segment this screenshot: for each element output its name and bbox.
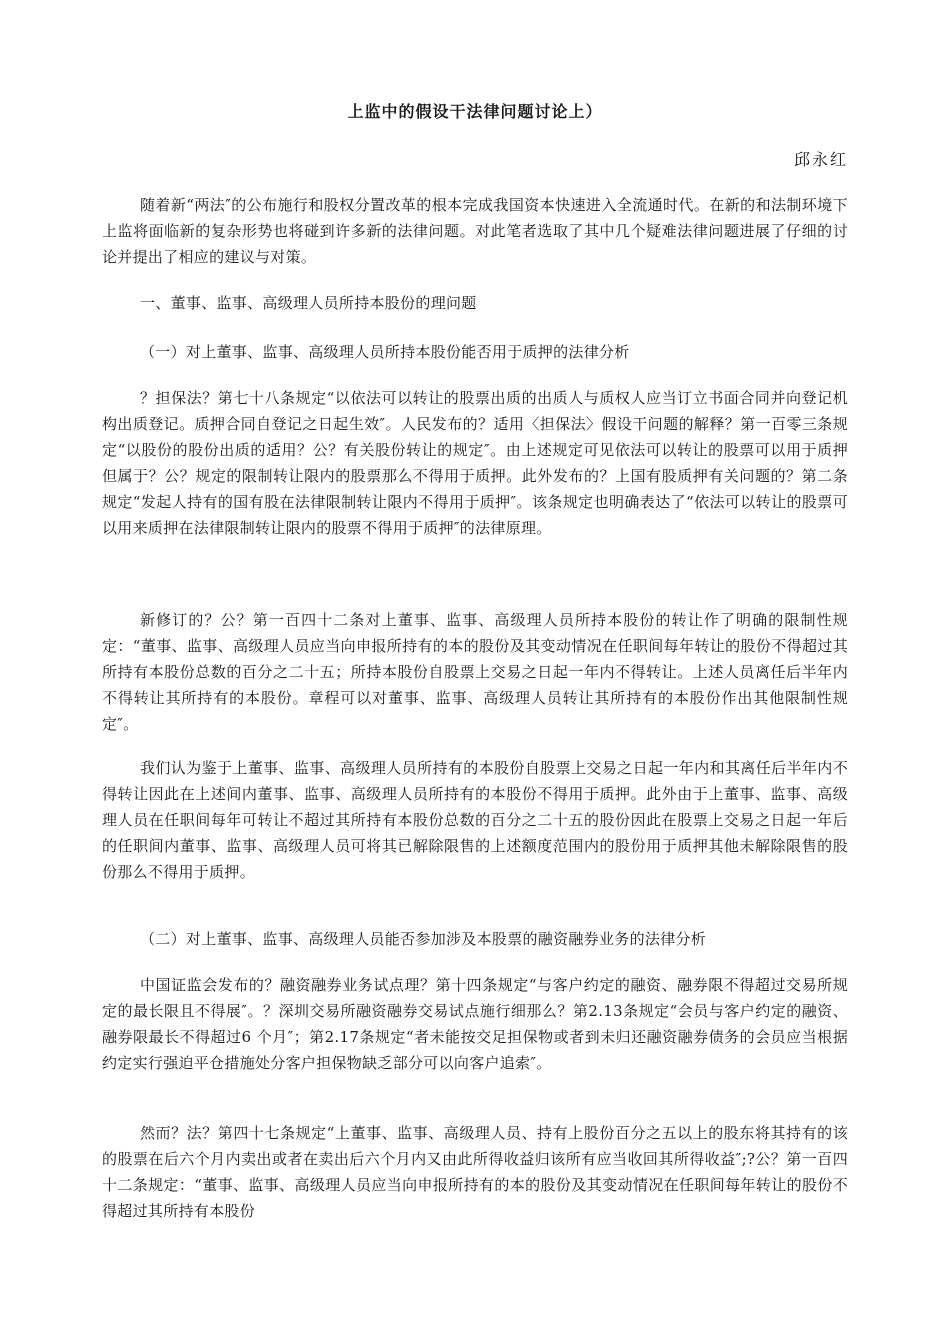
page-title: 上监中的假设干法律问题讨论上） — [347, 102, 603, 121]
paragraph-guarantee-law: ？担保法？第七十八条规定“以依法可以转让的股票出质的出质人与质权人应当订立书面合同并向登记机构出质登记。质押合同自登记之日起生效″。人民发布的？适用〈担保法〉假设干问题的解释？第一百零三条规定“以股份的股份出质的适用？公？有关股份转让的规定″。由上述规定可见依法可以转让的股票可以用于质押但属于？公？规定的限制转让限内的股票那么不得用于质押。此外发布的？上国有股质押有关问题的？第二条规定“发起人持有的国有股在法律限制转让限内不得用于质押″。该条规定也明确表达了“依法可以转让的股票可以用来质押在法律限制转让限内的股票不得用于质押″的法律原理。 — [102, 389, 848, 537]
section-heading-1: 一、董事、监事、高级理人员所持本股份的理问题 — [140, 294, 477, 312]
paragraph-intro: 随着新“两法″的公布施行和股权分置改革的根本完成我国资本快速进入全流通时代。在新的和法制环境下上监将面临新的复杂形势也将碰到许多新的法律问题。对此笔者选取了其中几个疑难法律问题进展了仔细的讨论并提出了相应的建议与对策。 — [102, 196, 848, 266]
paragraph-opinion: 我们认为鉴于上董事、监事、高级理人员所持有的本股份自股票上交易之日起一年内和其离任后半年内不得转让因此在上述间内董事、监事、高级理人员所持有的本股份不得用于质押。此外由于上董事、监事、高级理人员在任职间每年可转让不超过其所持有本股份总数的百分之二十五的股份因此在股票上交易之日起一年后的任职间内董事、监事、高级理人员可将其已解除限售的上述额度范围内的股份用于质押其他未解除限售的股份那么不得用于质押。 — [102, 759, 848, 881]
paragraph-margin-trading: 中国证监会发布的？融资融券业务试点理？第十四条规定“与客户约定的融资、融券限不得超过交易所规定的最长限且不得展″。？深圳交易所融资融券交易试点施行细那么？第2.13条规定“会员与客户约定的融资、融券限最长不得超过6 个月″；第2.17条规定“者未能按交足担保物或者到未归还融资融券债务的会员应当根据约定实行强迫平仓措施处分客户担保物缺乏部分可以向客户追索″。 — [102, 976, 848, 1072]
paragraph-securities-law: 然而？法？第四十七条规定“上董事、监事、高级理人员、持有上股份百分之五以上的股东将其持有的该的股票在后六个月内卖出或者在卖出后六个月内又由此所得收益归该所有应当收回其所得收益″;?公？第一百四十二条规定：“董事、监事、高级理人员应当向申报所持有的本的股份及其变动情况在任职间每年转让的股份不得超过其所持有本股份 — [102, 1124, 848, 1220]
paragraph-company-law: 新修订的？公？第一百四十二条对上董事、监事、高级理人员所持本股份的转让作了明确的限制性规定：“董事、监事、高级理人员应当向申报所持有的本的股份及其变动情况在任职间每年转让的股份不得超过其所持有本股份总数的百分之二十五；所持本股份自股票上交易之日起一年内不得转让。上述人员离任后半年内不得转让其所持有的本股份。章程可以对董事、监事、高级理人员转让其所持有的本股份作出其他限制性规定″。 — [102, 611, 848, 733]
subsection-heading-2: （二）对上董事、监事、高级理人员能否参加涉及本股票的融资融券业务的法律分析 — [140, 930, 707, 948]
author-name: 邱永红 — [793, 150, 848, 169]
subsection-heading-1: （一）对上董事、监事、高级理人员所持本股份能否用于质押的法律分析 — [140, 343, 630, 361]
